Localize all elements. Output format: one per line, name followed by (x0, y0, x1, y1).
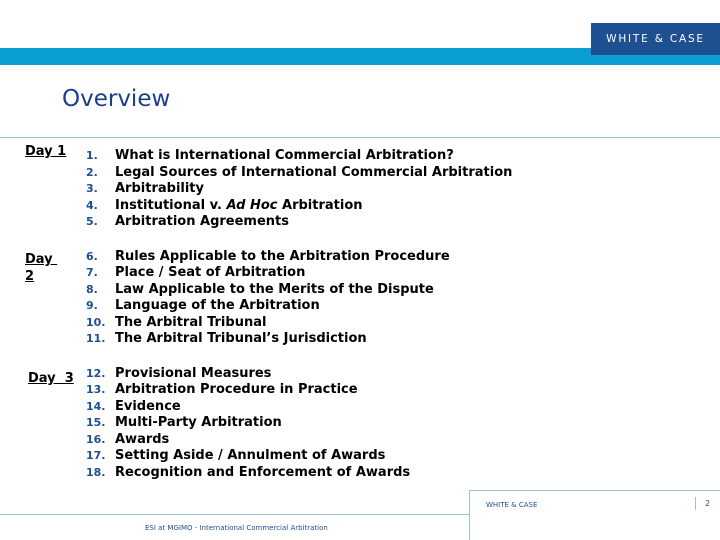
title-divider (0, 137, 720, 138)
agenda-item (86, 298, 320, 315)
agenda-text: The Arbitral Tribunal’s Jurisdiction (115, 331, 367, 346)
agenda-item (86, 214, 289, 231)
agenda-text-part: Arbitration (277, 198, 363, 213)
agenda-number: 7. (86, 266, 98, 279)
day-2-label-line1: Day (25, 252, 58, 267)
agenda-item (86, 265, 305, 282)
footer-firm-name: WHITE & CASE (486, 501, 538, 509)
agenda-item (86, 448, 385, 465)
agenda-text: Arbitration Procedure in Practice (115, 382, 358, 397)
agenda-number: 17. (86, 449, 106, 462)
agenda-text: Multi-Party Arbitration (115, 415, 282, 430)
agenda-number: 1. (86, 149, 98, 162)
footer-separator (695, 497, 696, 510)
agenda-number: 18. (86, 466, 106, 479)
agenda-text: What is International Commercial Arbitration? (115, 148, 454, 163)
firm-logo (591, 23, 720, 55)
agenda-item (86, 282, 434, 299)
agenda-text: Language of the Arbitration (115, 298, 320, 313)
agenda-text-italic: Ad Hoc (226, 198, 278, 213)
day-2-label (25, 251, 57, 285)
agenda-number: 12. (86, 367, 106, 380)
agenda-number: 10. (86, 316, 106, 329)
agenda-text: Evidence (115, 399, 181, 414)
agenda-text: Awards (115, 432, 170, 447)
logo-text: WHITE & CASE (606, 33, 705, 45)
agenda-text: Provisional Measures (115, 366, 272, 381)
agenda-item (86, 331, 367, 348)
footer-course-title: ESI at MGIMO - International Commercial Arbitration (145, 524, 328, 532)
agenda-number: 5. (86, 215, 98, 228)
agenda-item (86, 315, 266, 332)
agenda-text: Recognition and Enforcement of Awards (115, 465, 411, 480)
agenda-text: Rules Applicable to the Arbitration Procedure (115, 249, 450, 264)
agenda-item (86, 249, 450, 266)
agenda-item (86, 165, 512, 182)
agenda-item (86, 432, 169, 449)
agenda-number: 3. (86, 182, 98, 195)
agenda-item (86, 465, 410, 482)
agenda-number: 4. (86, 199, 98, 212)
agenda-text: Place / Seat of Arbitration (115, 265, 306, 280)
agenda-number: 13. (86, 383, 106, 396)
agenda-item (86, 399, 181, 416)
page-title: Overview (62, 86, 171, 112)
agenda-number: 6. (86, 250, 98, 263)
agenda-number: 16. (86, 433, 106, 446)
agenda-number: 9. (86, 299, 98, 312)
agenda-text-part: Institutional v. (115, 198, 227, 213)
agenda-text: Legal Sources of International Commercial Arbitration (115, 165, 513, 180)
agenda-item (86, 382, 358, 399)
page-number: 2 (705, 499, 711, 508)
agenda-text: Setting Aside / Annulment of Awards (115, 448, 386, 463)
agenda-item (86, 148, 454, 165)
agenda-text: Law Applicable to the Merits of the Dispute (115, 282, 434, 297)
agenda-number: 15. (86, 416, 106, 429)
agenda-text: The Arbitral Tribunal (115, 315, 267, 330)
agenda-number: 11. (86, 332, 106, 345)
agenda-item (86, 366, 271, 383)
agenda-item (86, 415, 282, 432)
agenda-text (115, 198, 363, 213)
agenda-text: Arbitration Agreements (115, 214, 289, 229)
agenda-number: 2. (86, 166, 98, 179)
day-2-label-line2: 2 (25, 269, 35, 284)
agenda-number: 14. (86, 400, 106, 413)
footer-right-frame (469, 490, 720, 540)
agenda-number: 8. (86, 283, 98, 296)
agenda-item (86, 198, 363, 215)
day-3-label: Day 3 (28, 371, 74, 386)
agenda-text: Arbitrability (115, 181, 204, 196)
agenda-item (86, 181, 204, 198)
day-1-label: Day 1 (25, 144, 67, 159)
